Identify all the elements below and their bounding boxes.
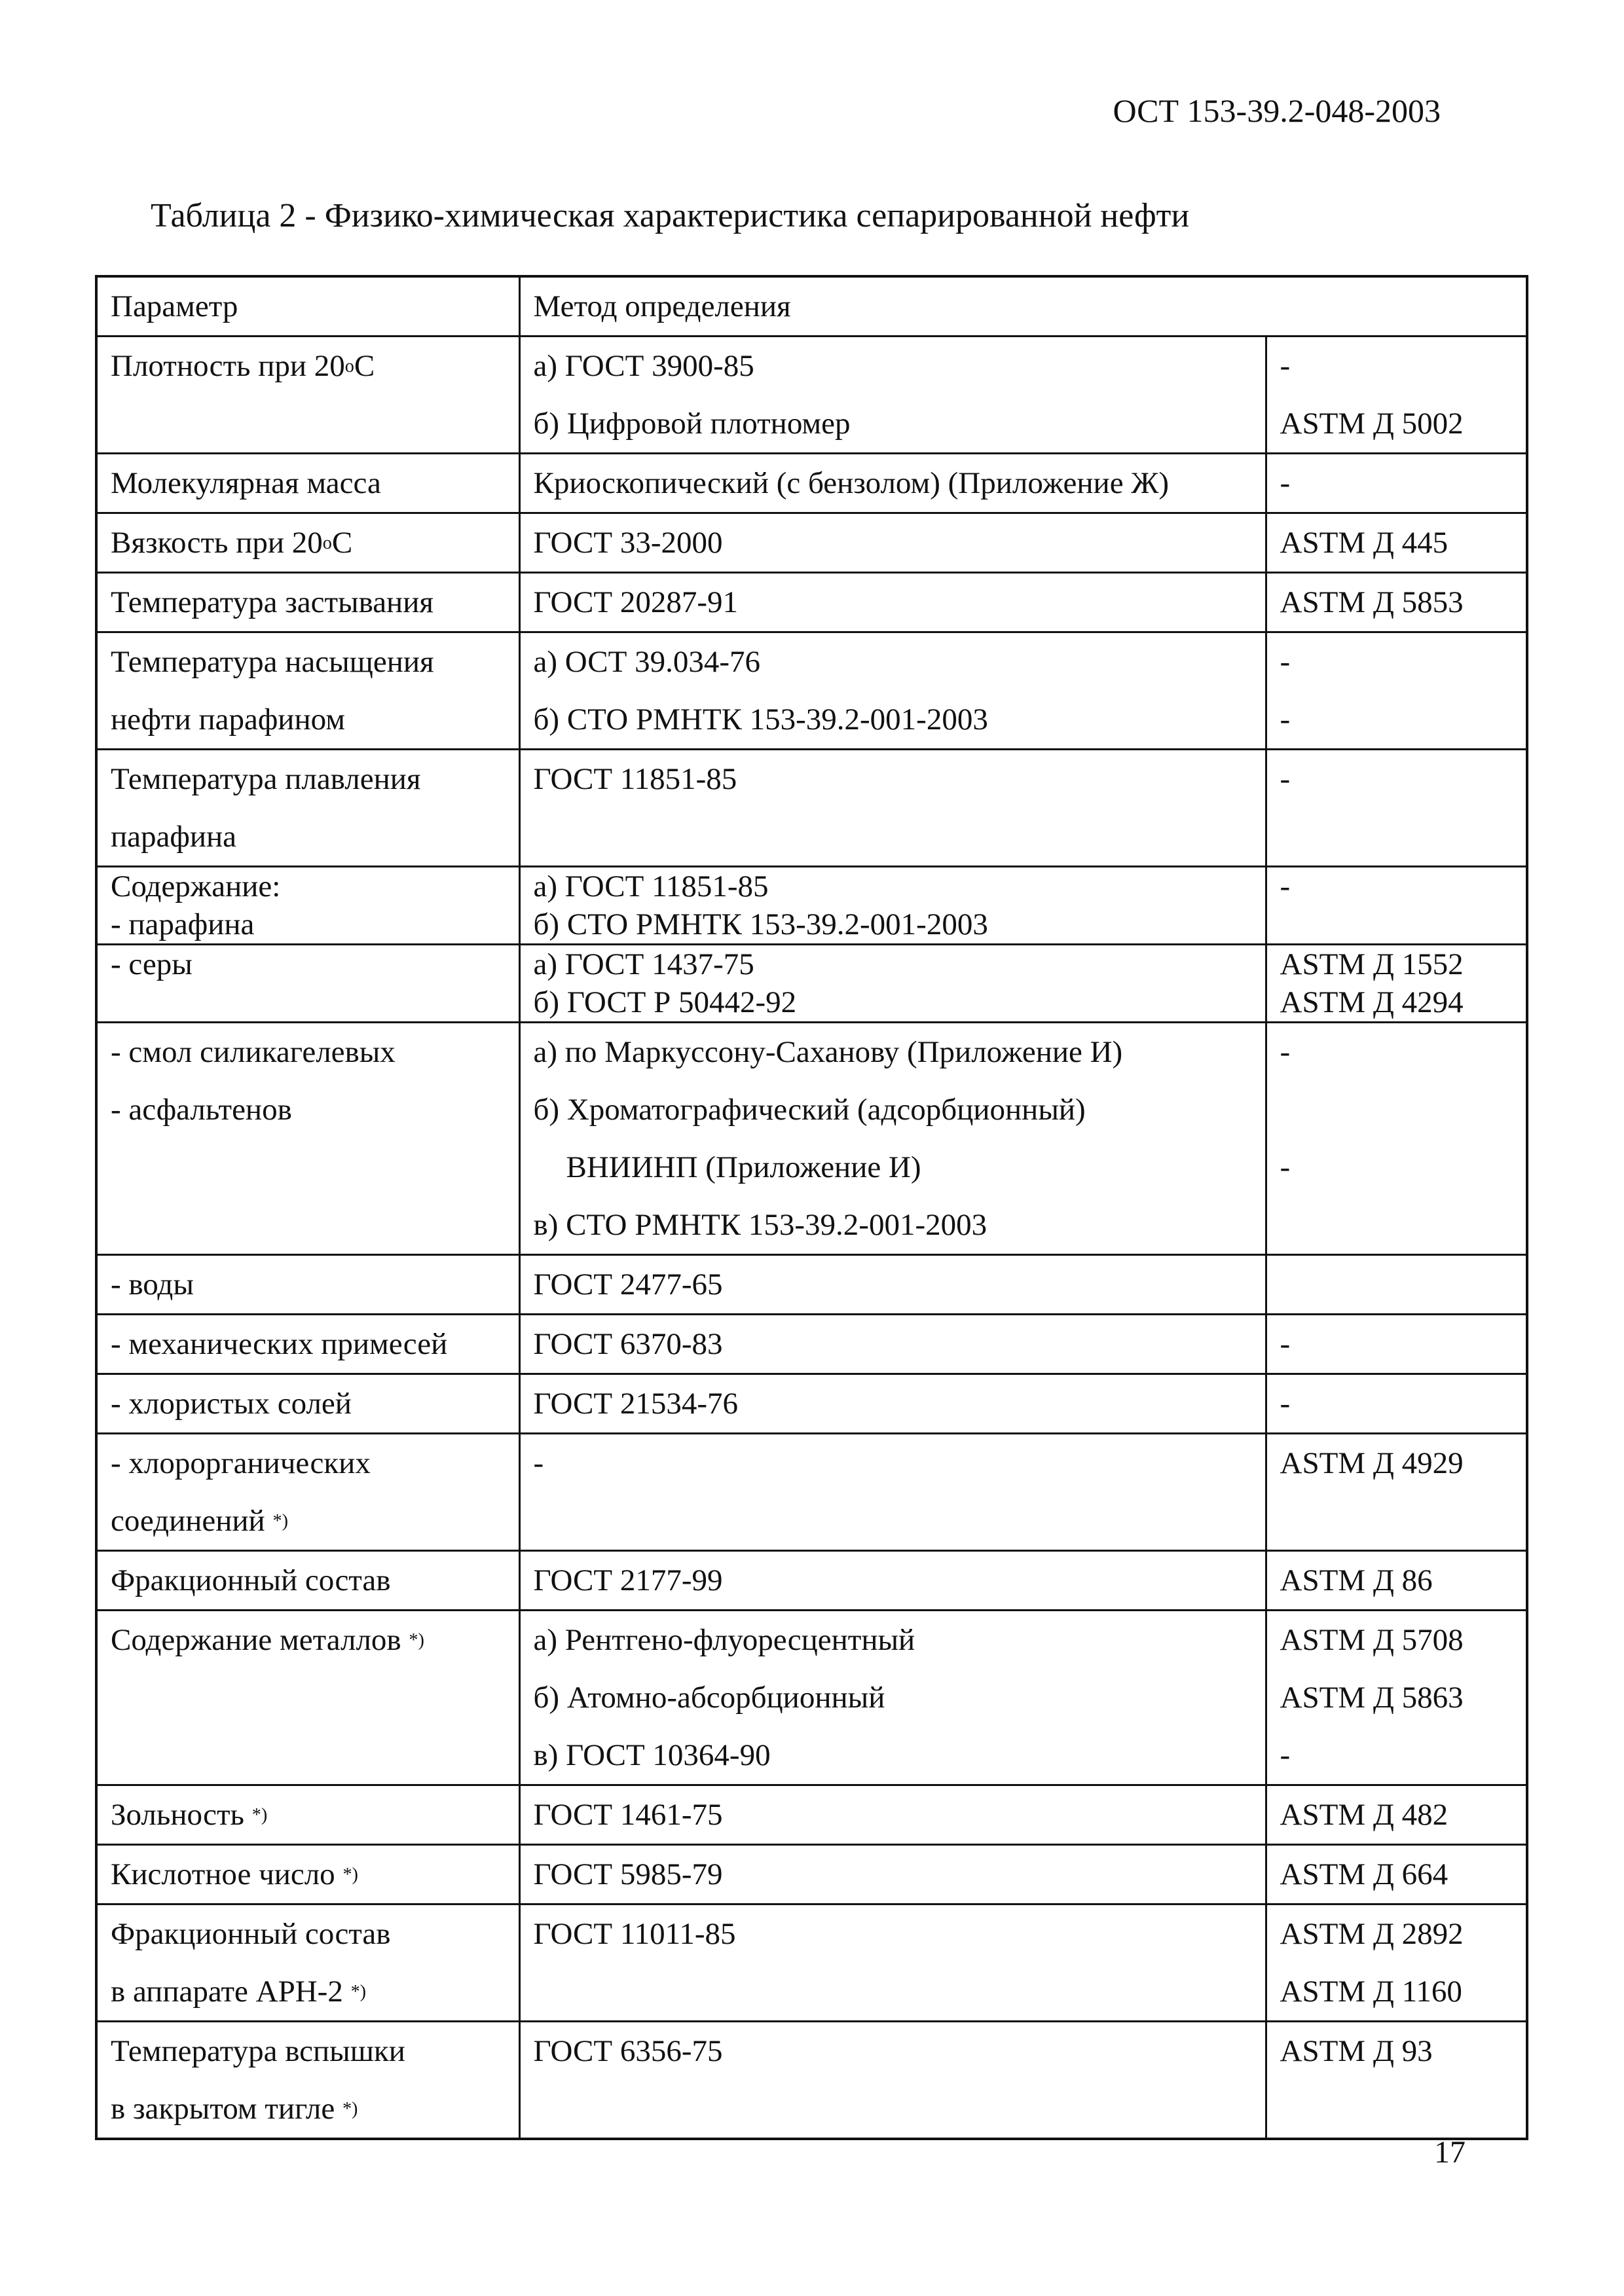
- table-row: [96, 1023, 1527, 1255]
- table-row: [96, 750, 1527, 867]
- parameter-line: - асфальтенов: [111, 1093, 292, 1127]
- method-line: б) Атомно-абсорбционный: [533, 1681, 885, 1715]
- standard-cell: [1266, 945, 1527, 1023]
- method-line: а) Рентгено-флуоресцентный: [533, 1623, 915, 1657]
- standard-line: -: [1280, 762, 1291, 796]
- parameter-line: - хлористых солей: [111, 1387, 352, 1421]
- table-row: [96, 573, 1527, 632]
- method-cell: [519, 1023, 1266, 1255]
- method-line: б) СТО РМНТК 153-39.2-001-2003: [533, 702, 988, 737]
- standard-line: -: [1280, 1387, 1291, 1421]
- standard-line: ASTM Д 4929: [1280, 1446, 1464, 1480]
- standard-line: -: [1280, 1035, 1291, 1069]
- method-cell: [519, 337, 1266, 454]
- table-row: [96, 2022, 1527, 2140]
- parameter-line: Температура плавления: [111, 762, 421, 796]
- method-cell: [519, 513, 1266, 573]
- parameter-cell: [96, 867, 519, 945]
- method-line: ГОСТ 1461-75: [533, 1798, 723, 1832]
- standard-line: [1280, 1081, 1513, 1139]
- header-parameter: Параметр: [96, 276, 519, 337]
- header-method: Метод определения: [519, 276, 1527, 337]
- standard-line: ASTM Д 5853: [1280, 585, 1464, 619]
- parameter-cell: [96, 1904, 519, 2022]
- method-line: а) ГОСТ 3900-85: [533, 349, 754, 383]
- standard-cell: [1266, 1551, 1527, 1611]
- document-code: ОСТ 153-39.2-048-2003: [1113, 92, 1441, 129]
- parameter-line: Температура насыщения: [111, 645, 434, 679]
- standard-cell: [1266, 632, 1527, 750]
- parameter-line: Содержание металлов *): [111, 1623, 424, 1657]
- standard-cell: [1266, 1023, 1527, 1255]
- parameter-line: - воды: [111, 1267, 194, 1302]
- standard-line: ASTM Д 5863: [1280, 1681, 1464, 1715]
- parameter-cell: [96, 2022, 519, 2140]
- standard-line: ASTM Д 445: [1280, 526, 1449, 560]
- standard-line: [1280, 1196, 1513, 1254]
- method-line: ГОСТ 11011-85: [533, 1917, 736, 1951]
- parameter-cell: [96, 1315, 519, 1374]
- standard-line: ASTM Д 1552: [1280, 947, 1464, 981]
- parameter-cell: [96, 632, 519, 750]
- parameter-cell: [96, 1845, 519, 1904]
- standard-cell: [1266, 1434, 1527, 1551]
- parameter-cell: [96, 945, 519, 1023]
- method-line: ГОСТ 6356-75: [533, 2034, 723, 2068]
- standard-cell: [1266, 1904, 1527, 2022]
- standard-line: -: [1280, 1327, 1291, 1361]
- method-line: ГОСТ 11851-85: [533, 762, 737, 796]
- parameter-cell: [96, 1785, 519, 1845]
- parameter-cell: [96, 1551, 519, 1611]
- method-line: а) ОСТ 39.034-76: [533, 645, 760, 679]
- method-line: а) ГОСТ 1437-75: [533, 947, 754, 981]
- method-cell: [519, 1255, 1266, 1315]
- method-cell: [519, 945, 1266, 1023]
- standard-line: ASTM Д 2892: [1280, 1917, 1464, 1951]
- method-line: а) по Маркуссону-Саханову (Приложение И): [533, 1035, 1123, 1069]
- method-cell: [519, 1611, 1266, 1785]
- table-row: [96, 1904, 1527, 2022]
- standard-cell: [1266, 1785, 1527, 1845]
- standard-line: ASTM Д 86: [1280, 1563, 1433, 1597]
- standard-cell: [1266, 573, 1527, 632]
- method-cell: [519, 867, 1266, 945]
- standard-line: ASTM Д 4294: [1280, 985, 1464, 1019]
- parameter-line: Температура вспышки: [111, 2034, 405, 2068]
- table-body: [96, 337, 1527, 2140]
- method-cell: [519, 1785, 1266, 1845]
- standard-line: -: [1280, 466, 1291, 500]
- parameter-line: парафина: [111, 820, 236, 854]
- standard-cell: [1266, 1611, 1527, 1785]
- method-cell: [519, 454, 1266, 513]
- parameter-cell: [96, 1374, 519, 1434]
- method-line: ГОСТ 33-2000: [533, 526, 723, 560]
- parameter-line: - смол силикагелевых: [111, 1035, 396, 1069]
- parameter-line: Кислотное число *): [111, 1857, 358, 1891]
- standard-line: ASTM Д 482: [1280, 1798, 1449, 1832]
- standard-cell: [1266, 2022, 1527, 2140]
- parameter-line: Зольность *): [111, 1798, 268, 1832]
- method-cell: [519, 750, 1266, 867]
- method-line: ВНИИНП (Приложение И): [566, 1150, 921, 1184]
- method-line: ГОСТ 5985-79: [533, 1857, 723, 1891]
- standard-line: -: [1280, 645, 1291, 679]
- method-line: а) ГОСТ 11851-85: [533, 869, 769, 903]
- method-line: ГОСТ 2477-65: [533, 1267, 723, 1302]
- standard-cell: [1266, 1255, 1527, 1315]
- standard-line: ASTM Д 5708: [1280, 1623, 1464, 1657]
- parameter-line: в аппарате АРН-2 *): [111, 1975, 367, 2009]
- method-line: Криоскопический (с бензолом) (Приложение Ж): [533, 466, 1170, 500]
- method-line: ГОСТ 2177-99: [533, 1563, 723, 1597]
- table-caption: Таблица 2 - Физико-химическая характеристика сепарированной нефти: [151, 197, 1190, 234]
- standard-cell: [1266, 1845, 1527, 1904]
- standard-cell: [1266, 1374, 1527, 1434]
- table-row: [96, 454, 1527, 513]
- table-row: [96, 1315, 1527, 1374]
- parameter-line: соединений *): [111, 1504, 288, 1538]
- table-row: [96, 1374, 1527, 1434]
- table-row: [96, 1551, 1527, 1611]
- parameter-line: Температура застывания: [111, 585, 434, 619]
- method-line: в) ГОСТ 10364-90: [533, 1738, 771, 1772]
- standard-cell: [1266, 454, 1527, 513]
- parameter-cell: [96, 1023, 519, 1255]
- method-line: ГОСТ 20287-91: [533, 585, 738, 619]
- parameter-cell: [96, 573, 519, 632]
- standard-line: -: [1280, 1738, 1291, 1772]
- parameter-line: - механических примесей: [111, 1327, 448, 1361]
- parameter-line: - серы: [111, 947, 193, 981]
- method-cell: [519, 1845, 1266, 1904]
- parameter-line: - парафина: [111, 907, 255, 941]
- table-row: [96, 1611, 1527, 1785]
- table-row: [96, 632, 1527, 750]
- method-cell: [519, 1551, 1266, 1611]
- method-line: б) Хроматографический (адсорбционный): [533, 1093, 1086, 1127]
- method-cell: [519, 1315, 1266, 1374]
- parameter-cell: [96, 1434, 519, 1551]
- parameter-line: Фракционный состав: [111, 1917, 391, 1951]
- standard-cell: [1266, 513, 1527, 573]
- standard-cell: [1266, 867, 1527, 945]
- page-number: 17: [1434, 2135, 1466, 2170]
- table-row: [96, 1434, 1527, 1551]
- method-line: в) СТО РМНТК 153-39.2-001-2003: [533, 1208, 987, 1242]
- properties-table: [95, 275, 1528, 2140]
- parameter-cell: [96, 337, 519, 454]
- standard-line: ASTM Д 5002: [1280, 407, 1464, 441]
- method-cell: [519, 2022, 1266, 2140]
- standard-cell: [1266, 750, 1527, 867]
- parameter-cell: [96, 1255, 519, 1315]
- standard-line: ASTM Д 664: [1280, 1857, 1449, 1891]
- parameter-line: Вязкость при 20$^o$C: [111, 526, 353, 560]
- standard-cell: [1266, 337, 1527, 454]
- parameter-cell: [96, 1611, 519, 1785]
- method-cell: [519, 1904, 1266, 2022]
- parameter-line: Фракционный состав: [111, 1563, 391, 1597]
- table-row: [96, 1785, 1527, 1845]
- method-cell: [519, 1434, 1266, 1551]
- method-cell: [519, 573, 1266, 632]
- method-line: б) ГОСТ Р 50442-92: [533, 985, 797, 1019]
- method-cell: [519, 632, 1266, 750]
- method-line: б) СТО РМНТК 153-39.2-001-2003: [533, 907, 988, 941]
- parameter-line: Содержание:: [111, 869, 281, 903]
- table-row: [96, 945, 1527, 1023]
- standard-line: -: [1280, 702, 1291, 737]
- parameter-cell: [96, 750, 519, 867]
- standard-cell: [1266, 1315, 1527, 1374]
- method-line: -: [533, 1446, 544, 1480]
- parameter-line: в закрытом тигле *): [111, 2092, 358, 2126]
- parameter-line: - хлорорганических: [111, 1446, 371, 1480]
- parameter-line: Плотность при 20$^o$C: [111, 349, 375, 383]
- standard-line: -: [1280, 869, 1291, 903]
- table-row: [96, 1255, 1527, 1315]
- method-line: б) Цифровой плотномер: [533, 407, 851, 441]
- parameter-cell: [96, 454, 519, 513]
- standard-line: ASTM Д 1160: [1280, 1975, 1462, 2009]
- parameter-line: Молекулярная масса: [111, 466, 381, 500]
- table-row: [96, 337, 1527, 454]
- method-line: ГОСТ 21534-76: [533, 1387, 738, 1421]
- parameter-line: нефти парафином: [111, 702, 345, 737]
- standard-line: [1280, 1256, 1513, 1313]
- table-row: [96, 867, 1527, 945]
- standard-line: ASTM Д 93: [1280, 2034, 1433, 2068]
- table-row: [96, 1845, 1527, 1904]
- standard-line: -: [1280, 1150, 1291, 1184]
- standard-line: -: [1280, 349, 1291, 383]
- parameter-cell: [96, 513, 519, 573]
- table-header-row: [96, 276, 1527, 337]
- table-row: [96, 513, 1527, 573]
- method-cell: [519, 1374, 1266, 1434]
- method-line: ГОСТ 6370-83: [533, 1327, 723, 1361]
